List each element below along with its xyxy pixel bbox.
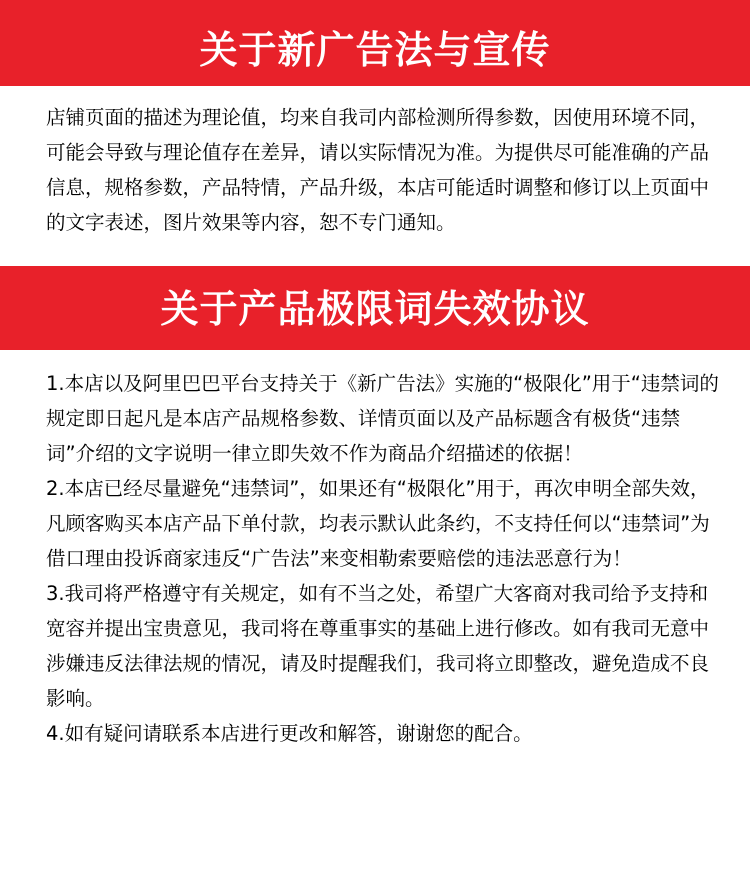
restricted-words-clauses [0,366,750,751]
clause-2: 2.本店已经尽量避免“违禁词”，如果还有“极限化”用于，再次申明全部失效，凡顾客购买本店产品下单付款，均表示默认此条约，不支持任何以“违禁词”为借口理由投诉商家违反“广告法”来变相勒索要赔偿的违法恶意行为！ [46,477,710,570]
clause-1: 1.本店以及阿里巴巴平台支持关于《新广告法》实施的“极限化”用于“违禁词的规定即日起凡是本店产品规格参数、详情页面以及产品标题含有极货“违禁词”介绍的文字说明一律立即失效不作为商品介绍描述的依据！ [46,372,719,465]
clause-3: 3.我司将严格遵守有关规定，如有不当之处，希望广大客商对我司给予支持和宽容并提出宝贵意见，我司将在尊重事实的基础上进行修改。如有我司无意中涉嫌违反法律法规的情况，请及时提醒我们，我司将立即整改，避免造成不良影响。 [46,582,710,710]
clause-4: 4.如有疑问请联系本店进行更改和解答，谢谢您的配合。 [46,722,533,745]
section-title-restricted-words: 关于产品极限词失效协议 [160,287,590,331]
section-title-ad-law: 关于新广告法与宣传 [199,28,551,72]
ad-law-description: 店铺页面的描述为理论值，均来自我司内部检测所得参数，因使用环境不同，可能会导致与理论值存在差异，请以实际情况为准。为提供尽可能准确的产品信息，规格参数，产品特情，产品升级，本店可能适时调整和修订以上页面中的文字表述，图片效果等内容，恕不专门通知。 [46,106,710,234]
section-banner-ad-law [0,0,750,86]
section-banner-restricted-words [0,266,750,350]
